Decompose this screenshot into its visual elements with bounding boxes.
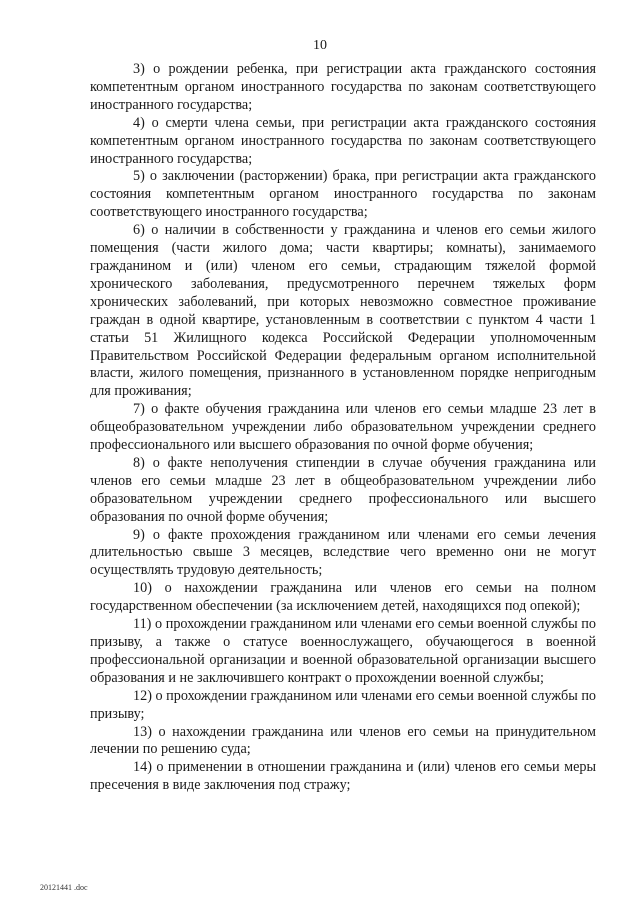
page-number: 10: [313, 38, 327, 53]
list-item: 7) о факте обучения гражданина или членов его семьи младше 23 лет в общеобразовательном учреждении либо образовательном учреждении среднего профессионального или высшего образования по очной форме обучения;: [90, 401, 596, 454]
document-body: [90, 61, 596, 795]
list-item: 6) о наличии в собственности у гражданина и членов его семьи жилого помещения (части жилого дома; части квартиры; комнаты), занимаемого гражданином и (или) членом его семьи, страдающим тяжелой формой хронического заболевания, предусмотренного перечнем тяжелых форм хронических заболеваний, при которых невозможно совместное проживание граждан в одной квартире, установленным в соответствии с пунктом 4 части 1 статьи 51 Жилищного кодекса Российской Федерации уполномоченным Правительством Российской Федерации федеральным органом исполнительной власти, жилого помещения, признанного в установленном порядке непригодным для проживания;: [90, 222, 596, 400]
list-item: 8) о факте неполучения стипендии в случае обучения гражданина или членов его семьи младше 23 лет в общеобразовательном учреждении либо образовательном учреждении среднего профессионального или высшего образования по очной форме обучения;: [90, 454, 596, 525]
list-item: 13) о нахождении гражданина или членов его семьи на принудительном лечении по решению суда;: [90, 723, 596, 758]
list-item: 10) о нахождении гражданина или членов его семьи на полном государственном обеспечении (за исключением детей, находящихся под опекой);: [90, 580, 596, 615]
list-item: 4) о смерти члена семьи, при регистрации акта гражданского состояния компетентным органом иностранного государства по законам соответствующего иностранного государства;: [90, 114, 596, 167]
list-item: 9) о факте прохождения гражданином или членами его семьи лечения длительностью свыше 3 месяцев, вследствие чего временно они не могут осуществлять трудовую деятельность;: [90, 526, 596, 579]
list-item: 3) о рождении ребенка, при регистрации акта гражданского состояния компетентным органом иностранного государства по законам соответствующего иностранного государства;: [90, 61, 596, 113]
list-item: 12) о прохождении гражданином или членами его семьи военной службы по призыву;: [90, 687, 596, 722]
file-name-footer: 20121441 .doc: [40, 883, 88, 892]
list-item: 14) о применении в отношении гражданина и (или) членов его семьи меры пресечения в виде заключения под стражу;: [90, 759, 596, 794]
list-item: 5) о заключении (расторжении) брака, при регистрации акта гражданского состояния компетентным органом иностранного государства по законам соответствующего иностранного государства;: [90, 168, 596, 221]
list-item: 11) о прохождении гражданином или членами его семьи военной службы по призыву, а также о статусе военнослужащего, обучающегося в военной профессиональной организации и военной образовательной организации высшего образования и не заключившего контракт о прохождении военной службы;: [90, 616, 596, 686]
